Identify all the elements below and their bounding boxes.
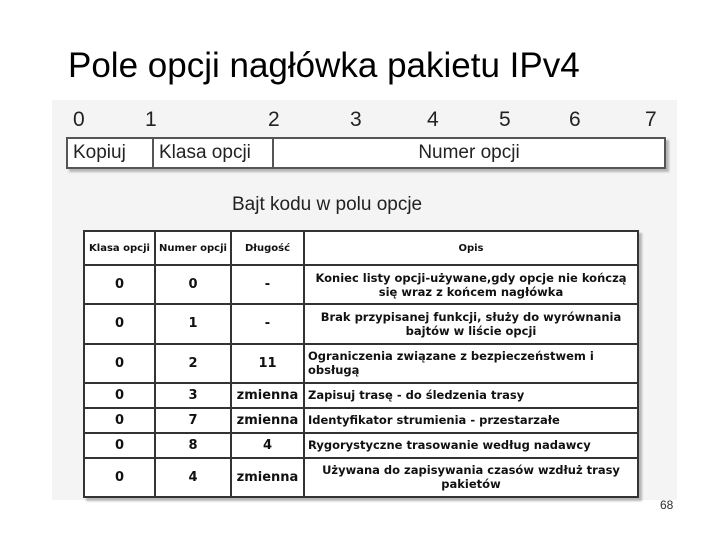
cell-length: - (231, 304, 304, 343)
cell-description: Koniec listy opcji-używane,gdy opcje nie kończą się wraz z końcem nagłówka (304, 265, 638, 304)
table-row (84, 265, 638, 304)
cell-length: 4 (231, 433, 304, 458)
table-row (84, 433, 638, 458)
cell-class: 0 (84, 344, 155, 383)
cell-number: 3 (155, 383, 231, 408)
cell-number: 2 (155, 344, 231, 383)
bit-number: 4 (427, 108, 439, 131)
cell-number: 8 (155, 433, 231, 458)
cell-class: 0 (84, 408, 155, 433)
bit-number: 5 (499, 108, 511, 131)
bit-number: 7 (645, 108, 657, 131)
option-number-cell: Numer opcji (418, 142, 520, 163)
slide-title: Pole opcji nagłówka pakietu IPv4 (68, 46, 580, 85)
cell-number: 4 (155, 458, 231, 497)
header-description: Opis (304, 231, 638, 265)
table-caption: Bajt kodu w polu opcje (232, 194, 423, 215)
cell-length: 11 (231, 344, 304, 383)
cell-class: 0 (84, 304, 155, 343)
cell-number: 1 (155, 304, 231, 343)
bit-number: 0 (73, 108, 85, 131)
cell-description: Używana do zapisywania czasów wzdłuż trasy pakietów (304, 458, 638, 497)
table-row (84, 304, 638, 343)
cell-class: 0 (84, 383, 155, 408)
cell-number: 0 (155, 265, 231, 304)
bit-number: 3 (350, 108, 362, 131)
header-class: Klasa opcji (84, 231, 155, 265)
table-header-row (84, 231, 638, 265)
table-row (84, 383, 638, 408)
cell-description: Ograniczenia związane z bezpieczeństwem i obsługą (304, 344, 638, 383)
cell-number: 7 (155, 408, 231, 433)
option-field-diagram (66, 137, 666, 169)
cell-description: Identyfikator strumienia - przestarzałe (304, 408, 638, 433)
option-class-cell: Klasa opcji (154, 139, 274, 167)
cell-description: Zapisuj trasę - do śledzenia trasy (304, 383, 638, 408)
bit-number: 1 (145, 108, 157, 131)
bit-number: 2 (268, 108, 280, 131)
cell-class: 0 (84, 265, 155, 304)
header-number: Numer opcji (155, 231, 231, 265)
cell-length: - (231, 265, 304, 304)
cell-length: zmienna (231, 458, 304, 497)
page-number: 68 (660, 498, 674, 512)
cell-description: Rygorystyczne trasowanie według nadawcy (304, 433, 638, 458)
cell-length: zmienna (231, 408, 304, 433)
cell-class: 0 (84, 458, 155, 497)
table-row (84, 458, 638, 497)
header-length: Długość (231, 231, 304, 265)
cell-class: 0 (84, 433, 155, 458)
option-codes-table (83, 230, 639, 498)
copy-flag-cell: Kopiuj (68, 139, 154, 167)
cell-length: zmienna (231, 383, 304, 408)
cell-description: Brak przypisanej funkcji, służy do wyrównania bajtów w liście opcji (304, 304, 638, 343)
table-row (84, 408, 638, 433)
bit-number: 6 (569, 108, 581, 131)
table-row (84, 344, 638, 383)
